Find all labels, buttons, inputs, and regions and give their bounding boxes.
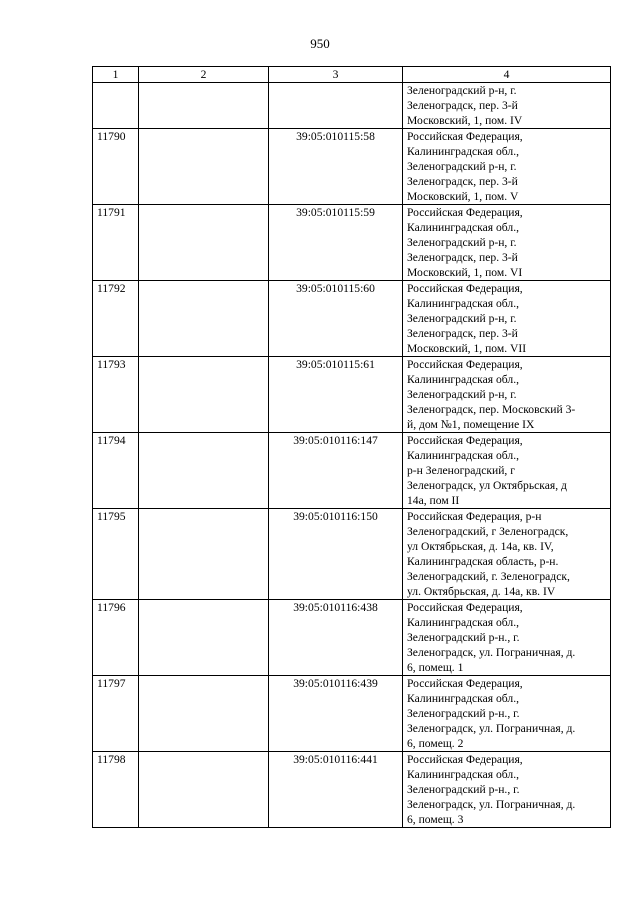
- table-body: [93, 83, 611, 828]
- address-line: Зеленоградский р-н, г.: [407, 312, 517, 325]
- table-row: [93, 752, 611, 828]
- address-line: Калининградская обл.,: [407, 768, 519, 781]
- address-cell: [403, 281, 611, 357]
- address-line: Калининградская область, р-н.: [407, 555, 559, 568]
- address-line: Российская Федерация,: [407, 601, 523, 614]
- table-row: [93, 433, 611, 509]
- address-line: Калининградская обл.,: [407, 145, 519, 158]
- property-registry-table: [92, 66, 611, 828]
- cadastral-number-cell: [269, 83, 403, 129]
- address-line: 6, помещ. 3: [407, 813, 464, 826]
- address-line: Зеленоградский р-н., г.: [407, 783, 520, 796]
- row-number-cell: 11792: [93, 281, 139, 357]
- address-line: Зеленоградский р-н., г.: [407, 631, 520, 644]
- column-2-cell: [139, 129, 269, 205]
- address-line: Калининградская обл.,: [407, 221, 519, 234]
- row-number-cell: 11790: [93, 129, 139, 205]
- address-cell: [403, 83, 611, 129]
- table-row: [93, 357, 611, 433]
- address-line: Калининградская обл.,: [407, 616, 519, 629]
- address-line: Калининградская обл.,: [407, 692, 519, 705]
- address-line: Российская Федерация,: [407, 130, 523, 143]
- address-line: Российская Федерация,: [407, 206, 523, 219]
- cadastral-number-cell: 39:05:010116:441: [269, 752, 403, 828]
- table-row: [93, 676, 611, 752]
- table-row: [93, 281, 611, 357]
- address-line: 14а, пом II: [407, 494, 460, 507]
- address-line: Московский, 1, пом. V: [407, 190, 519, 203]
- address-line: Московский, 1, пом. VII: [407, 342, 527, 355]
- address-line: Зеленоградский р-н, г.: [407, 84, 517, 97]
- column-2-cell: [139, 357, 269, 433]
- address-line: Московский, 1, пом. VI: [407, 266, 523, 279]
- address-cell: [403, 129, 611, 205]
- row-number-cell: 11796: [93, 600, 139, 676]
- address-cell: [403, 676, 611, 752]
- row-number-cell: [93, 83, 139, 129]
- table-row: [93, 129, 611, 205]
- row-number-cell: 11798: [93, 752, 139, 828]
- column-2-cell: [139, 676, 269, 752]
- address-cell: [403, 752, 611, 828]
- column-header-4: 4: [403, 67, 611, 83]
- address-line: Зеленоградск, пер. 3-й: [407, 327, 518, 340]
- address-line: Зеленоградск, пер. 3-й: [407, 251, 518, 264]
- address-line: Зеленоградск, пер. Московский 3-: [407, 403, 576, 416]
- table-row: [93, 600, 611, 676]
- address-cell: [403, 357, 611, 433]
- address-line: Зеленоградск, пер. 3-й: [407, 175, 518, 188]
- row-number-cell: 11791: [93, 205, 139, 281]
- cadastral-number-cell: 39:05:010115:61: [269, 357, 403, 433]
- column-header-2: 2: [139, 67, 269, 83]
- address-line: Российская Федерация,: [407, 358, 523, 371]
- column-2-cell: [139, 205, 269, 281]
- column-header-3: 3: [269, 67, 403, 83]
- column-2-cell: [139, 509, 269, 600]
- address-line: Московский, 1, пом. IV: [407, 114, 523, 127]
- address-line: Российская Федерация,: [407, 282, 523, 295]
- address-cell: [403, 509, 611, 600]
- row-number-cell: 11794: [93, 433, 139, 509]
- address-line: 6, помещ. 2: [407, 737, 464, 750]
- cadastral-number-cell: 39:05:010115:59: [269, 205, 403, 281]
- cadastral-number-cell: 39:05:010116:438: [269, 600, 403, 676]
- address-line: 6, помещ. 1: [407, 661, 464, 674]
- cadastral-number-cell: 39:05:010116:150: [269, 509, 403, 600]
- cadastral-number-cell: 39:05:010115:58: [269, 129, 403, 205]
- column-header-1: 1: [93, 67, 139, 83]
- address-line: Зеленоградск, ул Октябрьская, д: [407, 479, 567, 492]
- column-2-cell: [139, 281, 269, 357]
- address-line: Российская Федерация,: [407, 753, 523, 766]
- address-line: Зеленоградск, ул. Пограничная, д.: [407, 646, 576, 659]
- row-number-cell: 11797: [93, 676, 139, 752]
- address-line: Калининградская обл.,: [407, 449, 519, 462]
- address-line: Зеленоградский, г Зеленоградск,: [407, 525, 569, 538]
- address-line: Российская Федерация, р-н: [407, 510, 542, 523]
- address-line: Российская Федерация,: [407, 677, 523, 690]
- address-cell: [403, 205, 611, 281]
- address-line: Зеленоградский р-н, г.: [407, 388, 517, 401]
- address-line: Зеленоградский р-н, г.: [407, 160, 517, 173]
- address-line: Зеленоградск, ул. Пограничная, д.: [407, 722, 576, 735]
- column-2-cell: [139, 433, 269, 509]
- address-line: р-н Зеленоградский, г: [407, 464, 515, 477]
- address-line: й, дом №1, помещение IX: [407, 418, 535, 431]
- address-line: Зеленоградск, ул. Пограничная, д.: [407, 798, 576, 811]
- cadastral-number-cell: 39:05:010116:439: [269, 676, 403, 752]
- table-row: [93, 83, 611, 129]
- address-cell: [403, 433, 611, 509]
- address-line: Калининградская обл.,: [407, 297, 519, 310]
- row-number-cell: 11795: [93, 509, 139, 600]
- table-row: [93, 205, 611, 281]
- cadastral-number-cell: 39:05:010115:60: [269, 281, 403, 357]
- table-header-row: [93, 67, 611, 83]
- address-line: Российская Федерация,: [407, 434, 523, 447]
- address-line: Зеленоградск, пер. 3-й: [407, 99, 518, 112]
- table-row: [93, 509, 611, 600]
- column-2-cell: [139, 600, 269, 676]
- address-line: Зеленоградский р-н., г.: [407, 707, 520, 720]
- column-2-cell: [139, 752, 269, 828]
- address-line: Калининградская обл.,: [407, 373, 519, 386]
- column-2-cell: [139, 83, 269, 129]
- cadastral-number-cell: 39:05:010116:147: [269, 433, 403, 509]
- address-line: ул Октябрьская, д. 14а, кв. IV,: [407, 540, 554, 553]
- address-line: Зеленоградский р-н, г.: [407, 236, 517, 249]
- row-number-cell: 11793: [93, 357, 139, 433]
- page-number: 950: [310, 36, 330, 51]
- address-line: Зеленоградский, г. Зеленоградск,: [407, 570, 570, 583]
- address-line: ул. Октябрьская, д. 14а, кв. IV: [407, 585, 556, 598]
- address-cell: [403, 600, 611, 676]
